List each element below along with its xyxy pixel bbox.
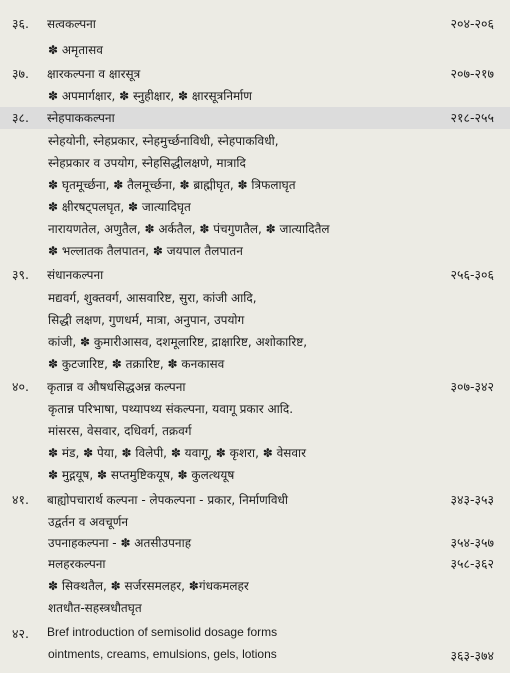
- toc-subline: [0, 511, 510, 533]
- subline-text: ✽ मुद्गयूष, ✽ सप्तमुष्टिकयूष, ✽ कुलत्थयूष: [48, 468, 235, 482]
- toc-entry: [0, 489, 510, 511]
- toc-subline: [0, 442, 510, 464]
- subline-text: सिद्धी लक्षण, गुणधर्म, मात्रा, अनुपान, उपयोग: [48, 313, 245, 327]
- toc-subline: [0, 597, 510, 619]
- entry-pages: ३६३-३७४: [450, 648, 494, 663]
- toc-entry: [0, 63, 510, 85]
- entry-pages: २०४-२०६: [450, 16, 494, 31]
- subline-text: ✽ घृतमूर्च्छना, ✽ तैलमूर्च्छना, ✽ ब्राह्मीघृत, ✽ त्रिफलाघृत: [48, 178, 296, 192]
- toc-subline: [0, 85, 510, 107]
- entry-number: ४२.: [12, 626, 29, 641]
- entry-title: कृतान्न व औषधसिद्धअन्न कल्पना: [47, 380, 186, 394]
- toc-subline: [0, 240, 510, 262]
- entry-title: संधानकल्पना: [47, 268, 104, 282]
- subline-text: ✽ मंड, ✽ पेया, ✽ विलेपी, ✽ यवागू, ✽ कृशरा, ✽ वेसवार: [48, 446, 307, 460]
- toc-entry: [0, 532, 510, 554]
- entry-pages: २१८-२५५: [450, 110, 494, 125]
- toc-subline: [0, 398, 510, 420]
- toc-subline: [0, 218, 510, 240]
- toc-subline: [0, 420, 510, 442]
- toc-subline: [0, 575, 510, 597]
- entry-number: ३९.: [12, 267, 29, 282]
- toc-subline: [0, 174, 510, 196]
- entry-title: स्नेहपाककल्पना: [47, 111, 115, 125]
- entry-number: ३७.: [12, 66, 29, 81]
- entry-number: ४१.: [12, 492, 29, 507]
- toc-entry: [0, 553, 510, 575]
- subline-text: ✽ अमृतासव: [48, 43, 103, 57]
- subline-text: कांजी, ✽ कुमारीआसव, दशमूलारिष्ट, द्राक्षारिष्ट, अशोकारिष्ट,: [48, 335, 308, 349]
- subline-text: कृतान्न परिभाषा, पथ्यापथ्य संकल्पना, यवागू प्रकार आदि.: [48, 402, 294, 416]
- toc-subline: [0, 309, 510, 331]
- entry-title: उपनाहकल्पना - ✽ अतसीउपनाह: [48, 536, 192, 550]
- toc-entry: [0, 107, 510, 129]
- entry-title: सत्वकल्पना: [47, 17, 96, 31]
- toc-entry: [0, 264, 510, 286]
- entry-pages: २५६-३०६: [450, 267, 494, 282]
- entry-pages: ३५८-३६२: [450, 556, 494, 571]
- toc-entry: [0, 376, 510, 398]
- entry-number: ३६.: [12, 16, 29, 31]
- toc-subline: [0, 353, 510, 375]
- subline-text: ✽ सिक्थतैल, ✽ सर्जरसमलहर, ✽गंधकमलहर: [48, 579, 249, 593]
- toc-subline: [0, 331, 510, 353]
- subline-text: नारायणतेल, अणुतैल, ✽ अर्कतैल, ✽ पंचगुणतैल, ✽ जात्यादितैल: [48, 222, 330, 236]
- subline-text: मद्यवर्ग, शुक्तवर्ग, आसवारिष्ट, सुरा, कांजी आदि,: [48, 291, 257, 305]
- subline-text: शतधौत-सहस्त्रधौतघृत: [48, 601, 142, 615]
- toc-entry: [0, 623, 510, 645]
- entry-number: ४०.: [12, 379, 29, 394]
- subline-text: मांसरस, वेसवार, दधिवर्ग, तक्रवर्ग: [48, 424, 192, 438]
- toc-entry: [0, 13, 510, 35]
- subline-text: ✽ अपमार्गक्षार, ✽ स्नुहीक्षार, ✽ क्षारसूत्रनिर्माण: [48, 89, 252, 103]
- entry-pages: ३५४-३५७: [450, 535, 494, 550]
- entry-title: Bref introduction of semisolid dosage forms: [47, 625, 278, 639]
- toc-subline: [0, 287, 510, 309]
- subline-text: उद्वर्तन व अवचूर्णन: [48, 515, 129, 529]
- entry-title: बाह्योपचारार्थ कल्पना - लेपकल्पना - प्रकार, निर्माणविधी: [47, 493, 289, 507]
- toc-subline: [0, 130, 510, 152]
- toc-subline: [0, 152, 510, 174]
- toc-entry: [0, 645, 510, 667]
- entry-number: ३८.: [12, 110, 29, 125]
- subline-text: ✽ कुटजारिष्ट, ✽ तक्रारिष्ट, ✽ कनकासव: [48, 357, 225, 371]
- entry-title: मलहरकल्पना: [48, 557, 106, 571]
- entry-pages: ३०७-३४२: [450, 379, 494, 394]
- toc-subline: [0, 464, 510, 486]
- toc-subline: [0, 196, 510, 218]
- toc-subline: [0, 39, 510, 61]
- entry-title: क्षारकल्पना व क्षारसूत्र: [47, 67, 141, 81]
- subline-text: ✽ क्षीरषट्पलघृत, ✽ जात्यादिघृत: [48, 200, 191, 214]
- entry-pages: ३४३-३५३: [450, 492, 494, 507]
- subline-text: ✽ भल्लातक तैलपातन, ✽ जयपाल तैलपातन: [48, 244, 243, 258]
- subline-text: स्नेहप्रकार व उपयोग, स्नेहसिद्धीलक्षणे, मात्रादि: [48, 156, 246, 170]
- subline-text: स्नेहयोनी, स्नेहप्रकार, स्नेहमुर्च्छनाविधी, स्नेहपाकविधी,: [48, 134, 279, 148]
- entry-pages: २०७-२१७: [450, 66, 494, 81]
- entry-title: ointments, creams, emulsions, gels, lotions: [48, 647, 277, 661]
